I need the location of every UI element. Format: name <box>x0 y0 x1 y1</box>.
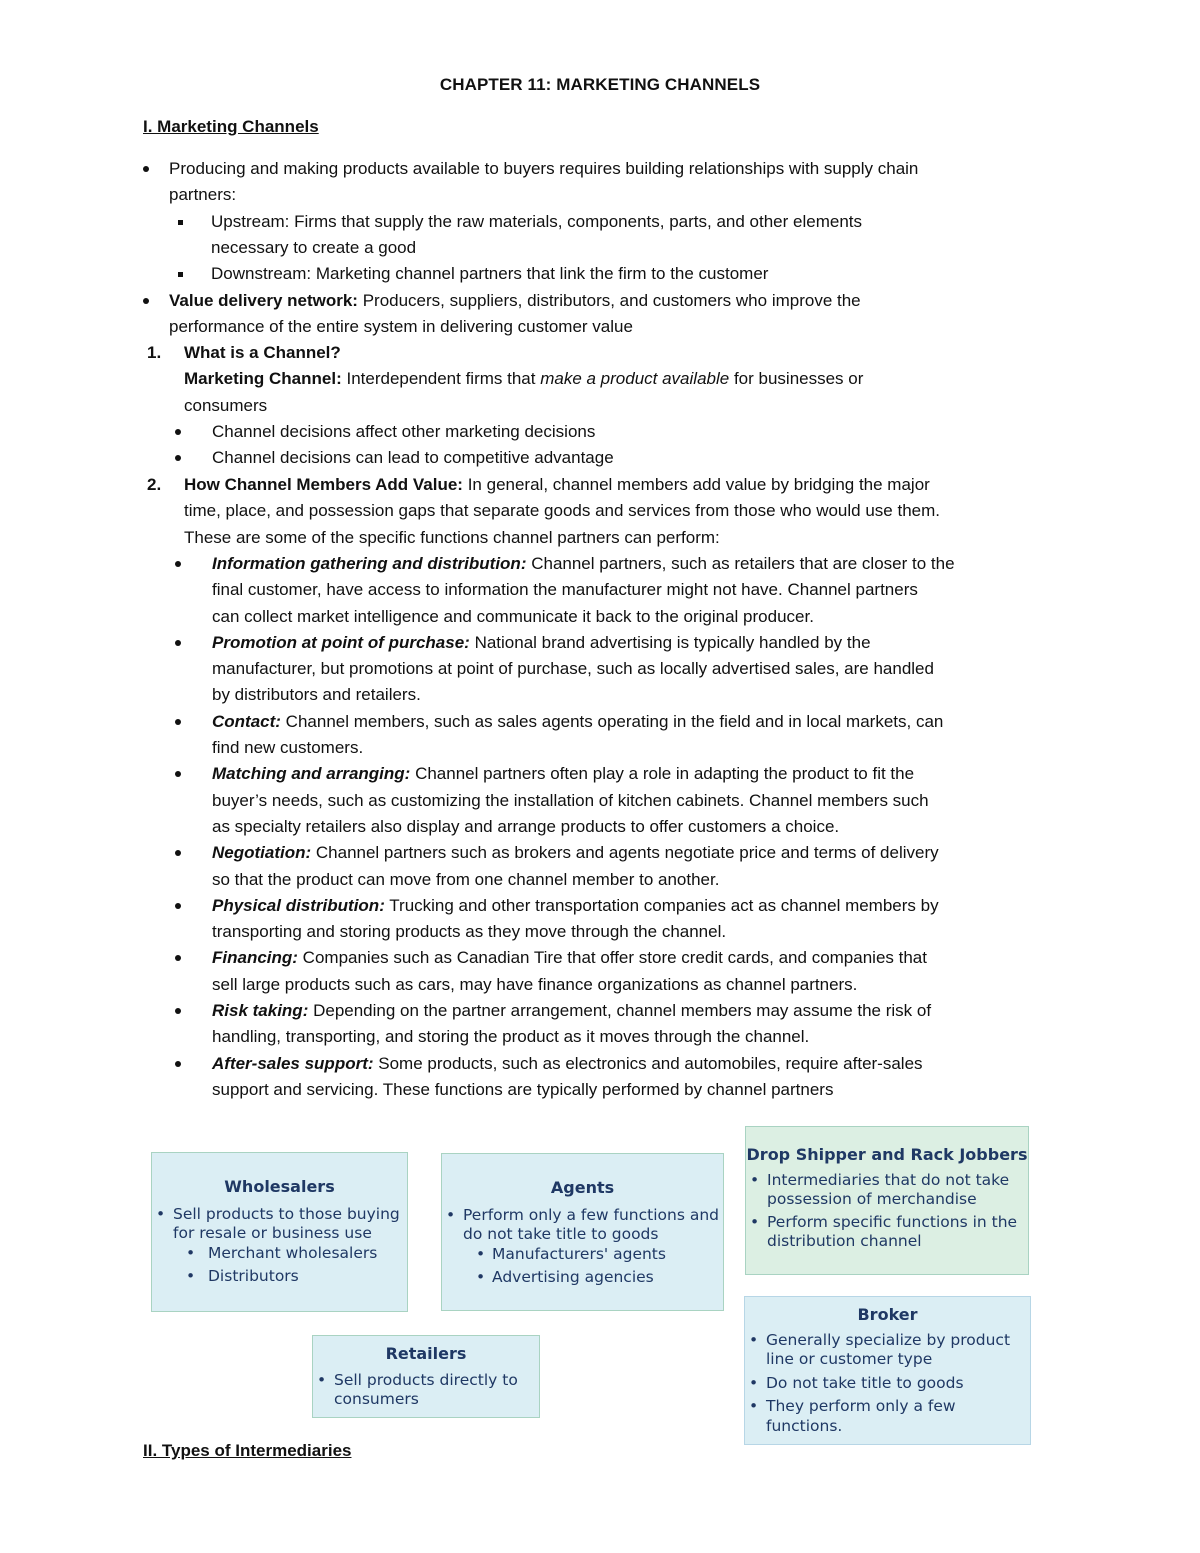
text-line: line or customer type <box>766 1350 933 1368</box>
text-line: Channel members, such as sales agents operating in the field and in local markets, can <box>280 711 944 731</box>
text-line: National brand advertising is typically handled by the <box>469 632 871 652</box>
text-line: possession of merchandise <box>767 1190 977 1208</box>
text-line: as specialty retailers also display and arrange products to offer customers a choice. <box>212 816 840 836</box>
text-line: Channel decisions can lead to competitive advantage <box>212 448 614 467</box>
function-term: Information gathering and distribution: <box>212 554 527 573</box>
function-term: Promotion at point of purchase: <box>212 632 470 652</box>
function-item <box>175 998 1080 1051</box>
box-title: Wholesalers <box>224 1177 335 1196</box>
text-line: transporting and storing products as they move through the channel. <box>212 922 727 942</box>
function-term: Contact: <box>212 711 281 731</box>
box-title: Broker <box>857 1305 918 1324</box>
sub-bullet-channel-decisions-1 <box>175 419 1075 445</box>
text-line: so that the product can move from one channel member to another. <box>212 869 720 889</box>
page-title: CHAPTER 11: MARKETING CHANNELS <box>439 75 761 94</box>
text-line: Upstream: Firms that supply the raw materials, components, parts, and other elements <box>211 212 862 231</box>
text-line: Depending on the partner arrangement, channel members may assume the risk of <box>308 1001 932 1021</box>
text-line: necessary to create a good <box>211 238 417 258</box>
square-bullet-icon <box>178 220 183 225</box>
text-line: do not take title to goods <box>463 1225 659 1243</box>
emphasis: make a product available <box>540 369 730 389</box>
box-broker <box>744 1296 1031 1445</box>
bullet-dot-icon <box>175 719 181 725</box>
box-agents <box>441 1153 724 1311</box>
text-line: buyer’s needs, such as customizing the installation of kitchen cabinets. Channel members such <box>212 790 929 810</box>
bullet-dot-icon <box>175 1008 181 1014</box>
bullet-dot-icon <box>175 429 181 435</box>
section-heading-marketing-channels: I. Marketing Channels <box>143 117 319 136</box>
text-line: Some products, such as electronics and automobiles, require after-sales <box>373 1053 923 1073</box>
text-line: Channel decisions affect other marketing decisions <box>212 422 596 441</box>
sub-bullet-channel-decisions-2 <box>175 445 1075 471</box>
text-line: Channel partners often play a role in adapting the product to fit the <box>410 764 915 784</box>
function-item <box>175 761 1080 840</box>
function-term: Financing: <box>212 948 298 968</box>
box-sub-bullet: • Distributors <box>152 1267 403 1287</box>
box-sub-bullet: • Advertising agencies <box>442 1268 723 1288</box>
sub-bullet-downstream <box>178 261 1098 287</box>
functions-list <box>175 551 1080 1103</box>
text-line: These are some of the specific functions channel partners can perform: <box>184 527 720 547</box>
box-drop-shipper-rack-jobbers <box>745 1126 1029 1275</box>
bullet-dot-icon <box>143 166 149 172</box>
text-line: • Intermediaries that do not take <box>767 1170 1010 1189</box>
bullet-dot-icon <box>175 640 181 646</box>
text-line: support and servicing. These functions are typically performed by channel partners <box>212 1079 834 1099</box>
box-retailers <box>312 1335 540 1418</box>
subheading: What is a Channel? <box>184 343 341 362</box>
bullet-dot-icon <box>175 771 181 777</box>
function-term: Physical distribution: <box>212 895 385 915</box>
bullet-dot-icon <box>175 455 181 461</box>
bullet-dot-icon <box>143 298 149 304</box>
term: Marketing Channel: <box>184 369 342 389</box>
text-line: find new customers. <box>212 738 364 758</box>
box-wholesalers <box>151 1152 408 1312</box>
bullet-dot-icon <box>175 561 181 567</box>
text-line: Producing and making products available to buyers requires building relationships with supply chain <box>169 159 919 178</box>
text-line: Downstream: Marketing channel partners that link the firm to the customer <box>211 264 769 283</box>
text-line: Producers, suppliers, distributors, and customers who improve the <box>357 291 861 310</box>
text-line: time, place, and possession gaps that separate goods and services from those who would use them. <box>184 501 940 521</box>
square-bullet-icon <box>178 272 183 277</box>
bullet-dot-icon <box>175 955 181 961</box>
bullet-dot-icon <box>175 850 181 856</box>
box-bullet <box>746 1213 1028 1252</box>
box-bullet <box>745 1331 1030 1370</box>
box-bullet <box>746 1171 1028 1210</box>
bullet-value-delivery-network <box>143 288 1103 341</box>
box-sub-bullet: • Merchant wholesalers <box>152 1244 403 1264</box>
text-line: handling, transporting, and storing the product as it moves through the channel. <box>212 1027 810 1047</box>
function-item <box>175 893 1080 946</box>
box-title: Retailers <box>385 1344 467 1363</box>
text-line: Companies such as Canadian Tire that offer store credit cards, and companies that <box>297 948 927 968</box>
text-line: • They perform only a few <box>766 1397 956 1415</box>
text-line: Channel partners, such as retailers that are closer to the <box>526 554 955 573</box>
numbered-item-what-is-channel <box>147 340 1107 419</box>
text-line: • Perform specific functions in the <box>767 1212 1018 1231</box>
text-line: • Perform only a few functions and <box>463 1205 719 1224</box>
function-item <box>175 551 1080 630</box>
function-item <box>175 709 1080 762</box>
box-bullet <box>442 1206 723 1245</box>
function-term: After-sales support: <box>212 1053 374 1073</box>
text-line: • Sell products to those buying <box>173 1204 400 1223</box>
function-item <box>175 840 1080 893</box>
text-line: distribution channel <box>767 1232 922 1250</box>
text: Interdependent firms that <box>341 369 541 389</box>
box-bullet <box>745 1374 1030 1394</box>
function-term: Negotiation: <box>212 843 312 863</box>
text-line: • Generally specialize by product <box>766 1330 1011 1349</box>
function-item <box>175 1051 1080 1104</box>
text-line: Trucking and other transportation companies act as channel members by <box>384 895 939 915</box>
text-line: • Sell products directly to <box>334 1370 518 1389</box>
text-line: performance of the entire system in delivering customer value <box>169 317 633 337</box>
text-line: • Do not take title to goods <box>766 1373 964 1392</box>
term: How Channel Members Add Value: <box>184 475 463 494</box>
text-line: manufacturer, but promotions at point of purchase, such as locally advertised sales, are handled <box>212 659 934 679</box>
text: for businesses or <box>729 369 864 389</box>
box-bullet <box>745 1397 1030 1436</box>
text-line: consumers <box>184 395 268 415</box>
bullet-dot-icon <box>175 1061 181 1067</box>
function-item <box>175 945 1080 998</box>
function-term: Matching and arranging: <box>212 764 411 784</box>
sub-bullet-upstream <box>178 209 1098 262</box>
box-title: Drop Shipper and Rack Jobbers <box>746 1145 1028 1164</box>
numbered-item-add-value <box>147 472 1077 551</box>
box-bullet <box>152 1205 403 1244</box>
function-term: Risk taking: <box>212 1001 309 1021</box>
text-line: In general, channel members add value by bridging the major <box>462 475 930 494</box>
text-line: sell large products such as cars, may have finance organizations as channel partners. <box>212 974 858 994</box>
bullet-supply-chain <box>143 156 1103 209</box>
text-line: consumers <box>334 1390 419 1408</box>
text-line: Channel partners such as brokers and agents negotiate price and terms of delivery <box>311 843 939 863</box>
text-line: functions. <box>766 1416 843 1435</box>
box-bullet <box>313 1371 539 1410</box>
item-number: 2. <box>147 475 162 494</box>
text-line: final customer, have access to information the manufacturer might not have. Channel partners <box>212 580 918 600</box>
box-title: Agents <box>550 1178 615 1197</box>
text-line: can collect market intelligence and communicate it back to the original producer. <box>212 606 814 626</box>
text-line: by distributors and retailers. <box>212 685 421 705</box>
function-item <box>175 630 1080 709</box>
section-heading-types-of-intermediaries: II. Types of Intermediaries <box>143 1441 352 1460</box>
box-sub-bullet: • Manufacturers' agents <box>442 1245 723 1265</box>
text-line: for resale or business use <box>173 1224 372 1242</box>
text-line: partners: <box>169 185 237 205</box>
term: Value delivery network: <box>169 291 358 310</box>
item-number: 1. <box>147 343 162 362</box>
bullet-dot-icon <box>175 903 181 909</box>
